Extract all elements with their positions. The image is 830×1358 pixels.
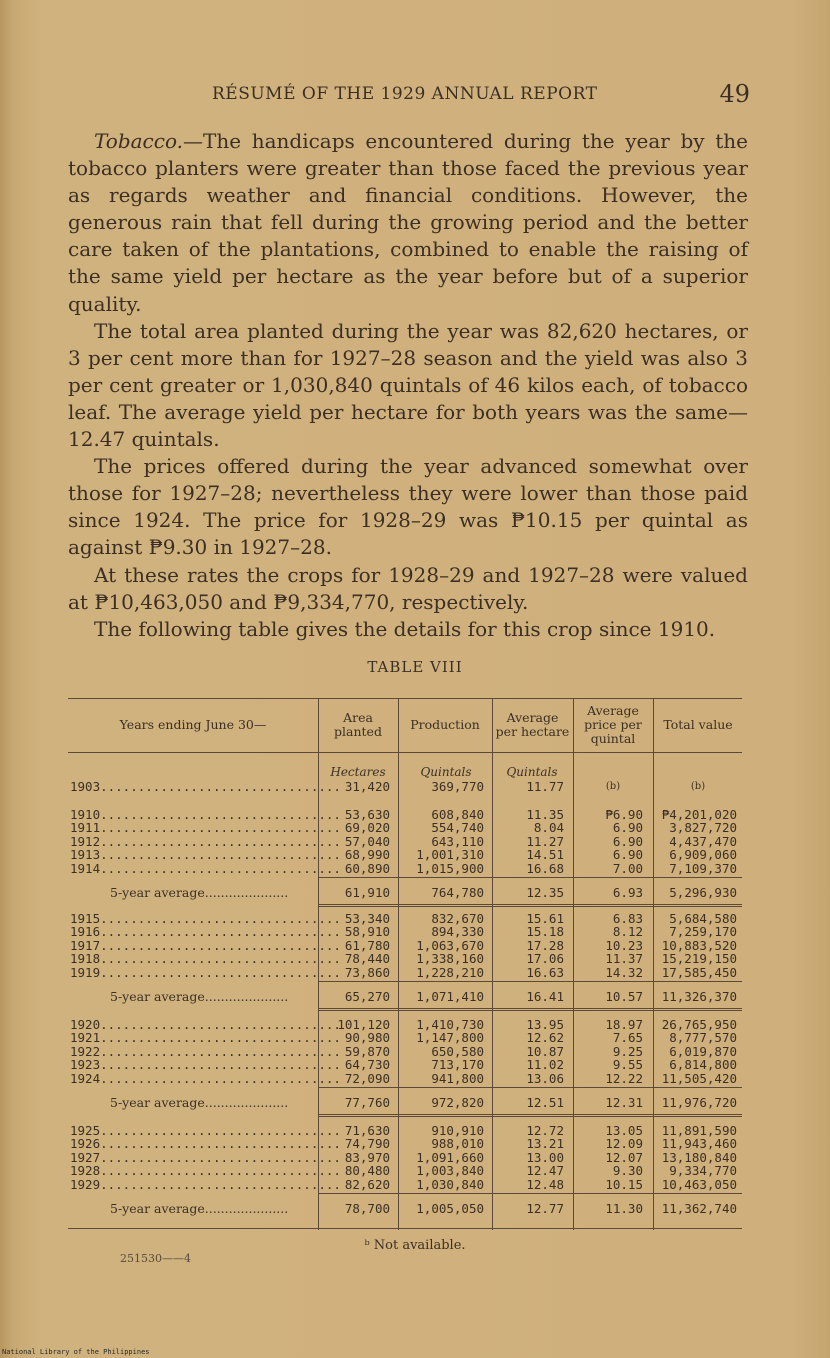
cell-area: 61,780 <box>344 937 390 953</box>
print-code: 251530——4 <box>120 1252 191 1265</box>
cell-price: 10.15 <box>605 1176 643 1192</box>
cell-area: 69,020 <box>344 820 390 836</box>
cell-price: 6.90 <box>612 833 643 849</box>
cell-area: 74,790 <box>344 1136 390 1152</box>
body-text <box>68 128 748 643</box>
unit-area: Hectares <box>330 765 386 779</box>
row-year: 1920................................ <box>70 1017 341 1032</box>
cell-area: 58,910 <box>344 924 390 940</box>
cell-price: 6.83 <box>612 911 643 926</box>
cell-value: 11,505,420 <box>661 1070 737 1086</box>
cell-per-hectare: 11.35 <box>526 807 564 822</box>
row-1903-per-hectare: 11.77 <box>526 779 564 794</box>
row-year: 1921................................ <box>70 1030 341 1046</box>
cell-per-hectare: 12.62 <box>526 1030 564 1046</box>
paragraph-4: At these rates the crops for 1928–29 and 1927–28 were valued at ₱10,463,050 and ₱9,334,770, respectively. <box>68 562 748 614</box>
cell-value: 6,019,870 <box>669 1043 737 1059</box>
cell-per-hectare: 13.00 <box>526 1149 564 1165</box>
cell-production: 894,330 <box>431 924 484 940</box>
cell-per-hectare: 11.02 <box>526 1057 564 1073</box>
cell-production: 643,110 <box>431 833 484 849</box>
cell-price: 6.90 <box>612 847 643 863</box>
average-area: 78,700 <box>344 1201 390 1216</box>
row-year: 1916................................ <box>70 924 341 940</box>
row-year: 1928................................ <box>70 1163 341 1179</box>
average-per-hectare: 12.35 <box>526 885 564 900</box>
header-avg-price: Average price per quintal <box>584 703 642 746</box>
average-area: 65,270 <box>344 989 390 1004</box>
cell-production: 832,670 <box>431 911 484 926</box>
cell-price: 9.30 <box>612 1163 643 1179</box>
col-sep-5 <box>653 698 654 1230</box>
table-caption: TABLE VIII <box>367 658 463 676</box>
average-per-hectare: 16.41 <box>526 989 564 1004</box>
average-double-rule <box>318 1114 742 1115</box>
cell-production: 1,147,800 <box>416 1030 484 1046</box>
average-double-rule <box>318 1116 742 1117</box>
cell-area: 80,480 <box>344 1163 390 1179</box>
cell-per-hectare: 11.27 <box>526 833 564 849</box>
row-year: 1923................................ <box>70 1057 341 1073</box>
cell-price: 12.22 <box>605 1070 643 1086</box>
cell-area: 82,620 <box>344 1176 390 1192</box>
cell-production: 910,910 <box>431 1123 484 1138</box>
row-year: 1913................................ <box>70 847 341 863</box>
section-lead: Tobacco. <box>94 129 184 153</box>
header-bottom-rule <box>68 752 742 753</box>
cell-value: 17,585,450 <box>661 964 737 980</box>
cell-production: 1,015,900 <box>416 860 484 876</box>
cell-production: 1,063,670 <box>416 937 484 953</box>
header-production: Production <box>410 717 480 732</box>
cell-area: 72,090 <box>344 1070 390 1086</box>
cell-production: 1,030,840 <box>416 1176 484 1192</box>
library-credit: National Library of the Philippines <box>2 1348 150 1356</box>
subtotal-rule <box>318 981 742 982</box>
cell-per-hectare: 16.68 <box>526 860 564 876</box>
cell-per-hectare: 12.47 <box>526 1163 564 1179</box>
cell-production: 650,580 <box>431 1043 484 1059</box>
row-year: 1926................................ <box>70 1136 341 1152</box>
average-production: 1,005,050 <box>416 1201 484 1216</box>
table-top-rule <box>68 698 742 699</box>
page-header <box>200 82 760 108</box>
cell-per-hectare: 17.28 <box>526 937 564 953</box>
subtotal-rule <box>318 877 742 878</box>
cell-area: 78,440 <box>344 951 390 967</box>
average-price: 11.30 <box>605 1201 643 1216</box>
row-year: 1915................................ <box>70 911 341 926</box>
cell-production: 1,228,210 <box>416 964 484 980</box>
cell-per-hectare: 12.48 <box>526 1176 564 1192</box>
paragraph-5: The following table gives the details for this crop since 1910. <box>94 616 716 641</box>
header-total-value: Total value <box>663 717 733 732</box>
cell-per-hectare: 10.87 <box>526 1043 564 1059</box>
cell-area: 60,890 <box>344 860 390 876</box>
row-1903-production: 369,770 <box>431 779 484 794</box>
row-year: 1924................................ <box>70 1070 341 1086</box>
average-label: 5-year average..................... <box>110 989 289 1004</box>
average-value: 5,296,930 <box>669 885 737 900</box>
average-price: 12.31 <box>605 1095 643 1110</box>
cell-value: 11,891,590 <box>661 1123 737 1138</box>
cell-price: 18.97 <box>605 1017 643 1032</box>
cell-area: 90,980 <box>344 1030 390 1046</box>
cell-price: 11.37 <box>605 951 643 967</box>
cell-value: 6,909,060 <box>669 847 737 863</box>
cell-production: 608,840 <box>431 807 484 822</box>
average-double-rule <box>318 904 742 905</box>
row-year: 1914................................ <box>70 860 341 876</box>
cell-price: ₱6.90 <box>605 807 643 822</box>
row-year: 1922................................ <box>70 1043 341 1059</box>
cell-per-hectare: 16.63 <box>526 964 564 980</box>
cell-per-hectare: 8.04 <box>533 820 564 836</box>
cell-area: 57,040 <box>344 833 390 849</box>
cell-production: 1,091,660 <box>416 1149 484 1165</box>
cell-production: 554,740 <box>431 820 484 836</box>
cell-value: 8,777,570 <box>669 1030 737 1046</box>
cell-value: 7,259,170 <box>669 924 737 940</box>
col-sep-4 <box>573 698 574 1230</box>
cell-area: 53,630 <box>344 807 390 822</box>
cell-area: 64,730 <box>344 1057 390 1073</box>
cell-production: 1,003,840 <box>416 1163 484 1179</box>
row-year: 1912................................ <box>70 833 341 849</box>
average-value: 11,326,370 <box>661 989 737 1004</box>
average-label: 5-year average..................... <box>110 1095 289 1110</box>
page-number: 49 <box>719 80 750 108</box>
paragraph-3: The prices offered during the year advanced somewhat over those for 1927–28; nevertheless they were lower than those paid since 1924. The price for 1928–29 was ₱10.15 per quintal as against ₱9.30 in 1927–28. <box>68 454 748 560</box>
average-price: 6.93 <box>612 885 643 900</box>
row-year: 1917................................ <box>70 937 341 953</box>
cell-price: 13.05 <box>605 1123 643 1138</box>
cell-production: 1,001,310 <box>416 847 484 863</box>
cell-value: 15,219,150 <box>661 951 737 967</box>
cell-production: 988,010 <box>431 1136 484 1152</box>
cell-area: 83,970 <box>344 1149 390 1165</box>
cell-price: 12.09 <box>605 1136 643 1152</box>
paragraph-1-text: —The handicaps encountered during the year by the tobacco planters were greater than those faced the previous year as regards weather and financial conditions. However, the generous rain that fell during the growing period and the better care taken of the plantations, combined to enable the raising of the same yield per hectare as the year before but of a superior quality. <box>68 129 748 316</box>
cell-per-hectare: 13.95 <box>526 1017 564 1032</box>
cell-production: 1,410,730 <box>416 1017 484 1032</box>
footnote: ᵇ Not available. <box>364 1238 466 1253</box>
cell-value: 4,437,470 <box>669 833 737 849</box>
cell-value: ₱4,201,020 <box>661 807 737 822</box>
cell-production: 941,800 <box>431 1070 484 1086</box>
header-avg-per-hectare: Average per hectare <box>495 710 570 739</box>
cell-value: 13,180,840 <box>661 1149 737 1165</box>
row-year: 1927................................ <box>70 1149 341 1165</box>
cell-area: 68,990 <box>344 847 390 863</box>
cell-value: 5,684,580 <box>669 911 737 926</box>
average-production: 764,780 <box>431 885 484 900</box>
unit-per-hectare: Quintals <box>506 765 558 779</box>
paragraph-1 <box>68 128 748 318</box>
cell-per-hectare: 13.21 <box>526 1136 564 1152</box>
cell-price: 7.65 <box>612 1030 643 1046</box>
row-year: 1925................................ <box>70 1123 341 1138</box>
row-year: 1911................................ <box>70 820 341 836</box>
average-area: 77,760 <box>344 1095 390 1110</box>
average-label: 5-year average..................... <box>110 1201 289 1216</box>
cell-price: 14.32 <box>605 964 643 980</box>
average-production: 1,071,410 <box>416 989 484 1004</box>
cell-area: 71,630 <box>344 1123 390 1138</box>
row-1903-area: 31,420 <box>344 779 390 794</box>
cell-production: 1,338,160 <box>416 951 484 967</box>
average-double-rule <box>318 906 742 907</box>
cell-value: 10,883,520 <box>661 937 737 953</box>
paragraph-2: The total area planted during the year was 82,620 hectares, or 3 per cent more than for 1927–28 season and the yield was also 3 per cent greater or 1,030,840 quintals of 46 kilos each, of tobacco leaf. The average yield per hectare for both years was the same—12.47 quintals. <box>68 318 748 452</box>
subtotal-rule <box>318 1087 742 1088</box>
row-year: 1918................................ <box>70 951 341 967</box>
cell-per-hectare: 15.61 <box>526 911 564 926</box>
unit-price: (b) <box>605 781 621 792</box>
cell-price: 10.23 <box>605 937 643 953</box>
cell-price: 9.25 <box>612 1043 643 1059</box>
average-area: 61,910 <box>344 885 390 900</box>
cell-per-hectare: 17.06 <box>526 951 564 967</box>
row-1903-year: 1903................................ <box>70 779 341 794</box>
cell-value: 3,827,720 <box>669 820 737 836</box>
cell-value: 9,334,770 <box>669 1163 737 1179</box>
average-double-rule <box>318 1008 742 1009</box>
average-price: 10.57 <box>605 989 643 1004</box>
col-sep-3 <box>492 698 493 1230</box>
cell-value: 7,109,370 <box>669 860 737 876</box>
cell-per-hectare: 13.06 <box>526 1070 564 1086</box>
cell-per-hectare: 12.72 <box>526 1123 564 1138</box>
cell-production: 713,170 <box>431 1057 484 1073</box>
cell-area: 53,340 <box>344 911 390 926</box>
average-label: 5-year average..................... <box>110 885 289 900</box>
subtotal-rule <box>318 1193 742 1194</box>
cell-area: 59,870 <box>344 1043 390 1059</box>
unit-value: (b) <box>690 781 706 792</box>
average-value: 11,362,740 <box>661 1201 737 1216</box>
cell-value: 6,814,800 <box>669 1057 737 1073</box>
header-area: Area planted <box>334 710 382 739</box>
cell-price: 8.12 <box>612 924 643 940</box>
table-bottom-rule <box>68 1228 742 1229</box>
unit-production: Quintals <box>420 765 472 779</box>
cell-price: 12.07 <box>605 1149 643 1165</box>
cell-area: 101,120 <box>337 1017 390 1032</box>
average-double-rule <box>318 1010 742 1011</box>
row-year: 1929................................ <box>70 1176 341 1192</box>
cell-per-hectare: 15.18 <box>526 924 564 940</box>
cell-area: 73,860 <box>344 964 390 980</box>
average-value: 11,976,720 <box>661 1095 737 1110</box>
cell-price: 6.90 <box>612 820 643 836</box>
cell-price: 9.55 <box>612 1057 643 1073</box>
row-year: 1910................................ <box>70 807 341 822</box>
cell-price: 7.00 <box>612 860 643 876</box>
running-title: RÉSUMÉ OF THE 1929 ANNUAL REPORT <box>212 84 598 104</box>
row-year: 1919................................ <box>70 964 341 980</box>
header-years: Years ending June 30— <box>119 717 267 732</box>
cell-per-hectare: 14.51 <box>526 847 564 863</box>
cell-value: 10,463,050 <box>661 1176 737 1192</box>
average-production: 972,820 <box>431 1095 484 1110</box>
col-sep-2 <box>398 698 399 1230</box>
cell-value: 11,943,460 <box>661 1136 737 1152</box>
cell-value: 26,765,950 <box>661 1017 737 1032</box>
average-per-hectare: 12.77 <box>526 1201 564 1216</box>
average-per-hectare: 12.51 <box>526 1095 564 1110</box>
